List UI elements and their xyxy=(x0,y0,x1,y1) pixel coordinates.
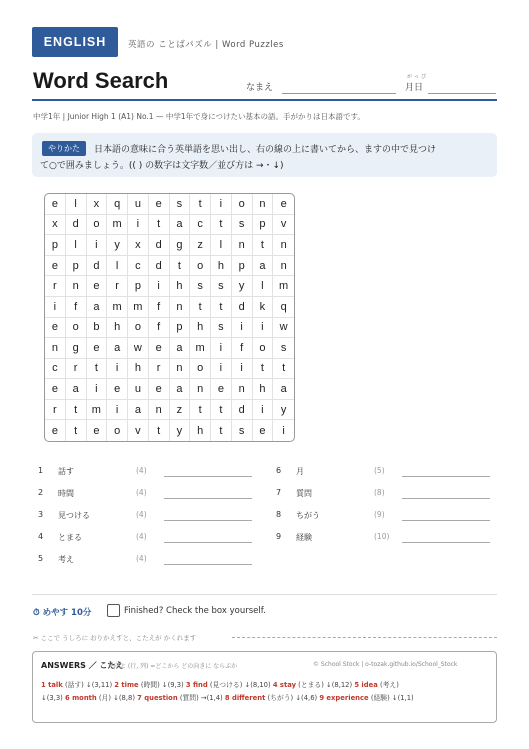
hint-number: 3 xyxy=(38,510,44,519)
grid-cell[interactable]: n xyxy=(190,379,211,400)
grid-cell[interactable]: e xyxy=(107,379,128,400)
grid-cell[interactable]: c xyxy=(128,256,149,277)
hint-row xyxy=(38,532,268,546)
grid-cell[interactable]: o xyxy=(107,420,128,441)
answer-word: 9 experience xyxy=(319,694,369,702)
grid-cell[interactable]: n xyxy=(170,297,191,318)
grid-cell[interactable]: e xyxy=(87,276,108,297)
hint-japanese: 見つける xyxy=(58,511,90,520)
grid-cell[interactable]: w xyxy=(273,318,294,339)
grid-cell[interactable]: h xyxy=(253,379,274,400)
hint-number: 5 xyxy=(38,554,44,563)
grid-cell[interactable]: f xyxy=(66,297,87,318)
hint-japanese: 話す xyxy=(58,467,74,476)
hint-length: (8) xyxy=(374,488,385,497)
grid-cell[interactable]: q xyxy=(107,194,128,215)
grid-cell[interactable]: i xyxy=(87,379,108,400)
grid-cell[interactable]: e xyxy=(87,338,108,359)
grid-cell[interactable]: s xyxy=(190,276,211,297)
hint-row xyxy=(38,554,268,568)
grid-cell[interactable]: t xyxy=(149,215,170,236)
answers-title: ANSWERS ／ こたえ xyxy=(41,661,124,670)
grid-cell[interactable]: s xyxy=(211,318,232,339)
hint-number: 2 xyxy=(38,488,44,497)
answer-line-field[interactable] xyxy=(164,542,252,543)
grid-cell[interactable]: a xyxy=(128,400,149,421)
hint-length: (5) xyxy=(374,466,385,475)
grid-cell[interactable]: e xyxy=(253,420,274,441)
hint-japanese: 考え xyxy=(58,555,74,564)
name-label: なまえ xyxy=(246,83,274,93)
grid-cell[interactable]: m xyxy=(273,276,294,297)
grid-cell[interactable]: h xyxy=(211,256,232,277)
grid-cell[interactable]: o xyxy=(190,359,211,380)
grid-cell[interactable]: i xyxy=(253,318,274,339)
grid-cell[interactable]: b xyxy=(87,318,108,339)
grid-cell[interactable]: p xyxy=(66,256,87,277)
grid-cell[interactable]: d xyxy=(232,400,253,421)
grid-cell[interactable]: e xyxy=(45,256,66,277)
date-ruby: がっぴ xyxy=(407,74,429,80)
grid-cell[interactable]: n xyxy=(232,235,253,256)
instructions-box xyxy=(32,133,497,177)
hint-number: 4 xyxy=(38,532,44,541)
timer-label: ⏱ めやす 10分 xyxy=(33,608,92,618)
grid-cell[interactable]: t xyxy=(211,215,232,236)
grid-cell[interactable]: d xyxy=(66,215,87,236)
grid-cell[interactable]: o xyxy=(253,338,274,359)
grid-cell[interactable]: i xyxy=(211,359,232,380)
instructions-text: て○で囲みましょう。(( ) の数字は文字数／並び方は →・↓) xyxy=(40,161,284,171)
grid-cell[interactable]: y xyxy=(232,276,253,297)
grid-cell[interactable]: t xyxy=(190,297,211,318)
grid-cell[interactable]: t xyxy=(66,400,87,421)
answer-box xyxy=(32,651,497,723)
grid-cell[interactable]: s xyxy=(232,215,253,236)
grid-cell[interactable]: i xyxy=(282,424,285,437)
grid-cell[interactable]: r xyxy=(66,359,87,380)
answer-detail: (話す) ↓(3,11) xyxy=(62,681,115,689)
grid-cell[interactable]: e xyxy=(149,338,170,359)
grid-cell[interactable]: e xyxy=(45,194,66,215)
grid-cell[interactable]: s xyxy=(170,194,191,215)
grid-cell[interactable]: x xyxy=(45,215,66,236)
hint-row xyxy=(38,510,268,524)
answer-detail: (考え) xyxy=(377,681,399,689)
grid-cell[interactable]: h xyxy=(107,318,128,339)
grid-cell[interactable]: m xyxy=(107,215,128,236)
answer-word: 5 idea xyxy=(354,681,378,689)
grid-cell[interactable]: f xyxy=(149,297,170,318)
grid-cell[interactable]: s xyxy=(273,338,294,359)
hint-japanese: 経験 xyxy=(296,533,312,542)
hint-number: 1 xyxy=(38,466,44,475)
page-title: Word Search xyxy=(33,68,169,93)
header-divider xyxy=(32,99,497,101)
grid-cell[interactable]: m xyxy=(87,400,108,421)
grid-cell[interactable]: t xyxy=(87,359,108,380)
grid-cell[interactable]: h xyxy=(190,318,211,339)
grid-cell[interactable]: y xyxy=(107,235,128,256)
hint-row xyxy=(276,532,506,546)
answer-line-field[interactable] xyxy=(402,476,490,477)
instructions-text: 日本語の意味に合う英単語を思い出し、右の線の上に書いてから、ますの中で見つけ xyxy=(94,145,437,155)
hint-japanese: とまる xyxy=(58,533,82,542)
grid-cell[interactable]: m xyxy=(107,297,128,318)
answer-word: 7 question xyxy=(137,694,178,702)
grid-cell[interactable]: t xyxy=(253,235,274,256)
answer-line-field[interactable] xyxy=(164,520,252,521)
section-divider xyxy=(32,594,497,595)
grid-cell[interactable]: s xyxy=(232,420,253,441)
hint-row xyxy=(276,510,506,524)
grid-cell[interactable]: t xyxy=(66,420,87,441)
grid-cell[interactable]: f xyxy=(232,338,253,359)
grid-cell[interactable]: s xyxy=(211,276,232,297)
grid-cell[interactable]: y xyxy=(170,420,191,441)
date-field[interactable] xyxy=(428,93,496,94)
grid-cell[interactable]: e xyxy=(45,420,66,441)
finished-checkbox[interactable] xyxy=(107,604,120,617)
hint-number: 8 xyxy=(276,510,282,519)
hint-length: (10) xyxy=(374,532,390,541)
grid-cell[interactable]: n xyxy=(273,256,294,277)
grid-cell[interactable]: i xyxy=(149,276,170,297)
grid-cell[interactable]: e xyxy=(149,194,170,215)
grid-cell[interactable]: a xyxy=(170,338,191,359)
grid-cell[interactable]: i xyxy=(45,297,66,318)
grid-cell[interactable]: z xyxy=(190,235,211,256)
grid-cell[interactable]: p xyxy=(253,215,274,236)
grid-cell[interactable]: l xyxy=(66,194,87,215)
grid-cell[interactable]: v xyxy=(273,215,294,236)
grid-cell[interactable]: d xyxy=(87,256,108,277)
answer-detail: (質問) →(1,4) xyxy=(177,694,225,702)
hint-number: 7 xyxy=(276,488,282,497)
grid-cell[interactable]: u xyxy=(128,379,149,400)
grid-cell[interactable]: o xyxy=(128,318,149,339)
grid-cell[interactable]: i xyxy=(232,318,253,339)
grid-cell[interactable]: k xyxy=(253,297,274,318)
grid-cell[interactable]: p xyxy=(128,276,149,297)
grid-cell[interactable]: i xyxy=(211,338,232,359)
answer-detail: (経験) ↓(1,1) xyxy=(368,694,414,702)
grid-cell[interactable]: l xyxy=(211,235,232,256)
grid-cell[interactable]: n xyxy=(273,235,294,256)
grid-cell[interactable]: h xyxy=(170,276,191,297)
answer-detail: (月) ↓(8,8) xyxy=(96,694,138,702)
hint-row xyxy=(38,466,268,480)
grid-cell[interactable]: o xyxy=(87,215,108,236)
grid-cell[interactable]: t xyxy=(149,420,170,441)
grid-cell[interactable]: n xyxy=(66,276,87,297)
grid-cell[interactable]: i xyxy=(107,400,128,421)
answer-detail: (時間) ↓(9,3) xyxy=(138,681,186,689)
answer-line-field[interactable] xyxy=(402,498,490,499)
hint-japanese: 質問 xyxy=(296,489,312,498)
grid-cell[interactable]: a xyxy=(253,256,274,277)
grid-cell[interactable]: r xyxy=(149,359,170,380)
hint-length: (9) xyxy=(374,510,385,519)
instructions-tag: やりかた xyxy=(42,141,86,156)
grid-cell[interactable]: p xyxy=(45,235,66,256)
grid-cell[interactable]: e xyxy=(45,379,66,400)
hint-japanese: 月 xyxy=(296,467,304,476)
grid-cell[interactable]: l xyxy=(253,276,274,297)
grid-cell[interactable]: f xyxy=(149,318,170,339)
grid-cell[interactable]: i xyxy=(128,215,149,236)
hint-row xyxy=(276,466,506,480)
grid-cell[interactable]: e xyxy=(87,420,108,441)
grid-cell[interactable]: r xyxy=(45,276,66,297)
grid-cell[interactable]: t xyxy=(170,256,191,277)
hint-japanese: 時間 xyxy=(58,489,74,498)
hint-length: (4) xyxy=(136,510,147,519)
grid-cell[interactable]: e xyxy=(273,194,294,215)
grid-cell[interactable]: z xyxy=(170,400,191,421)
answer-detail: (とまる) ↓(8,12) xyxy=(296,681,355,689)
grid-cell[interactable]: a xyxy=(87,297,108,318)
hint-row xyxy=(276,488,506,502)
hint-length: (4) xyxy=(136,466,147,475)
grid-cell[interactable]: n xyxy=(170,359,191,380)
grid-cell[interactable]: m xyxy=(128,297,149,318)
grid-cell[interactable]: a xyxy=(273,379,294,400)
grid-cell[interactable]: y xyxy=(273,400,294,421)
grid-cell[interactable]: r xyxy=(45,400,66,421)
answer-word: 8 different xyxy=(224,694,266,702)
grid-cell[interactable]: w xyxy=(128,338,149,359)
grid-cell[interactable]: g xyxy=(66,338,87,359)
fold-line xyxy=(232,637,497,638)
date-label: 月日 xyxy=(405,83,424,93)
answer-word: 3 find xyxy=(185,681,208,689)
grid-cell[interactable]: t xyxy=(211,420,232,441)
grid-cell[interactable]: i xyxy=(253,400,274,421)
worksheet-subtitle: 英語の ことばパズル | Word Puzzles xyxy=(128,40,284,50)
grid-cell[interactable]: o xyxy=(66,318,87,339)
grid-cell[interactable]: x xyxy=(128,235,149,256)
grid-cell[interactable]: o xyxy=(232,194,253,215)
grid-cell[interactable]: i xyxy=(107,359,128,380)
subject-badge: ENGLISH xyxy=(32,27,118,57)
grid-cell[interactable]: x xyxy=(87,194,108,215)
answer-word: 1 talk xyxy=(41,681,63,689)
answer-line-field[interactable] xyxy=(164,476,252,477)
grid-cell[interactable]: e xyxy=(45,318,66,339)
grid-cell[interactable]: g xyxy=(170,235,191,256)
answer-line-field[interactable] xyxy=(164,564,252,565)
grid-cell[interactable]: a xyxy=(170,379,191,400)
grid-cell[interactable]: t xyxy=(253,359,274,380)
answers-line xyxy=(41,692,414,702)
grid-cell[interactable]: d xyxy=(149,256,170,277)
course-info: 中学1年 | Junior High 1 (A1) No.1 — 中学1年で身につけたい基本の語。手がかりは日本語です。 xyxy=(33,112,365,121)
grid-cell[interactable]: n xyxy=(232,379,253,400)
grid-cell[interactable]: h xyxy=(190,420,211,441)
answer-word: 4 stay xyxy=(272,681,297,689)
grid-cell[interactable]: l xyxy=(66,235,87,256)
answer-word: 2 time xyxy=(114,681,139,689)
grid-cell[interactable]: u xyxy=(128,194,149,215)
grid-cell[interactable]: n xyxy=(149,400,170,421)
grid-cell[interactable]: n xyxy=(45,338,66,359)
word-search-grid xyxy=(44,193,295,442)
grid-cell[interactable]: t xyxy=(211,297,232,318)
grid-cell[interactable]: a xyxy=(170,215,191,236)
hint-number: 6 xyxy=(276,466,282,475)
grid-cell[interactable]: d xyxy=(149,235,170,256)
hint-length: (4) xyxy=(136,554,147,563)
grid-cell[interactable]: i xyxy=(232,359,253,380)
grid-cell[interactable]: h xyxy=(128,359,149,380)
grid-cell[interactable]: t xyxy=(273,359,294,380)
grid-cell[interactable]: m xyxy=(190,338,211,359)
finished-label: Finished? Check the box yourself. xyxy=(124,606,266,616)
name-field[interactable] xyxy=(282,93,396,94)
answer-detail: (ちがう) ↓(4,6) xyxy=(265,694,320,702)
answer-word: 6 month xyxy=(64,694,97,702)
credit-text: © School Stock | o-tozak.github.io/School_Stock xyxy=(313,661,458,668)
grid-cell[interactable]: q xyxy=(273,297,294,318)
grid-cell[interactable]: d xyxy=(232,297,253,318)
answer-detail: ↓(3,3) xyxy=(41,694,65,702)
hint-japanese: ちがう xyxy=(296,511,320,520)
answer-line-field[interactable] xyxy=(164,498,252,499)
grid-cell[interactable]: p xyxy=(232,256,253,277)
fold-instruction: ✂ ここで うしろに おりかえすと、こたえが かくれます xyxy=(33,634,197,642)
grid-cell[interactable]: c xyxy=(190,215,211,236)
grid-cell[interactable]: i xyxy=(87,235,108,256)
answer-line-field[interactable] xyxy=(402,542,490,543)
answers-note: 矢印と (行, 列) =どこから どの向きに ならぶか xyxy=(108,663,238,670)
hint-length: (4) xyxy=(136,488,147,497)
grid-cell[interactable]: a xyxy=(107,338,128,359)
grid-cell[interactable]: r xyxy=(107,276,128,297)
grid-cell[interactable]: c xyxy=(45,359,66,380)
grid-cell[interactable]: e xyxy=(149,379,170,400)
hint-number: 9 xyxy=(276,532,282,541)
grid-cell[interactable]: t xyxy=(190,400,211,421)
answer-line-field[interactable] xyxy=(402,520,490,521)
answer-detail: (見つける) ↓(8,10) xyxy=(207,681,273,689)
grid-cell[interactable]: i xyxy=(211,194,232,215)
grid-cell[interactable]: t xyxy=(190,194,211,215)
grid-cell[interactable]: o xyxy=(190,256,211,277)
hint-length: (4) xyxy=(136,532,147,541)
grid-cell[interactable]: l xyxy=(107,256,128,277)
hint-row xyxy=(38,488,268,502)
grid-cell[interactable]: t xyxy=(211,400,232,421)
grid-cell[interactable]: n xyxy=(253,194,274,215)
grid-cell[interactable]: a xyxy=(66,379,87,400)
grid-cell[interactable]: v xyxy=(128,420,149,441)
grid-cell[interactable]: e xyxy=(211,379,232,400)
answers-line xyxy=(41,679,399,689)
grid-cell[interactable]: p xyxy=(170,318,191,339)
